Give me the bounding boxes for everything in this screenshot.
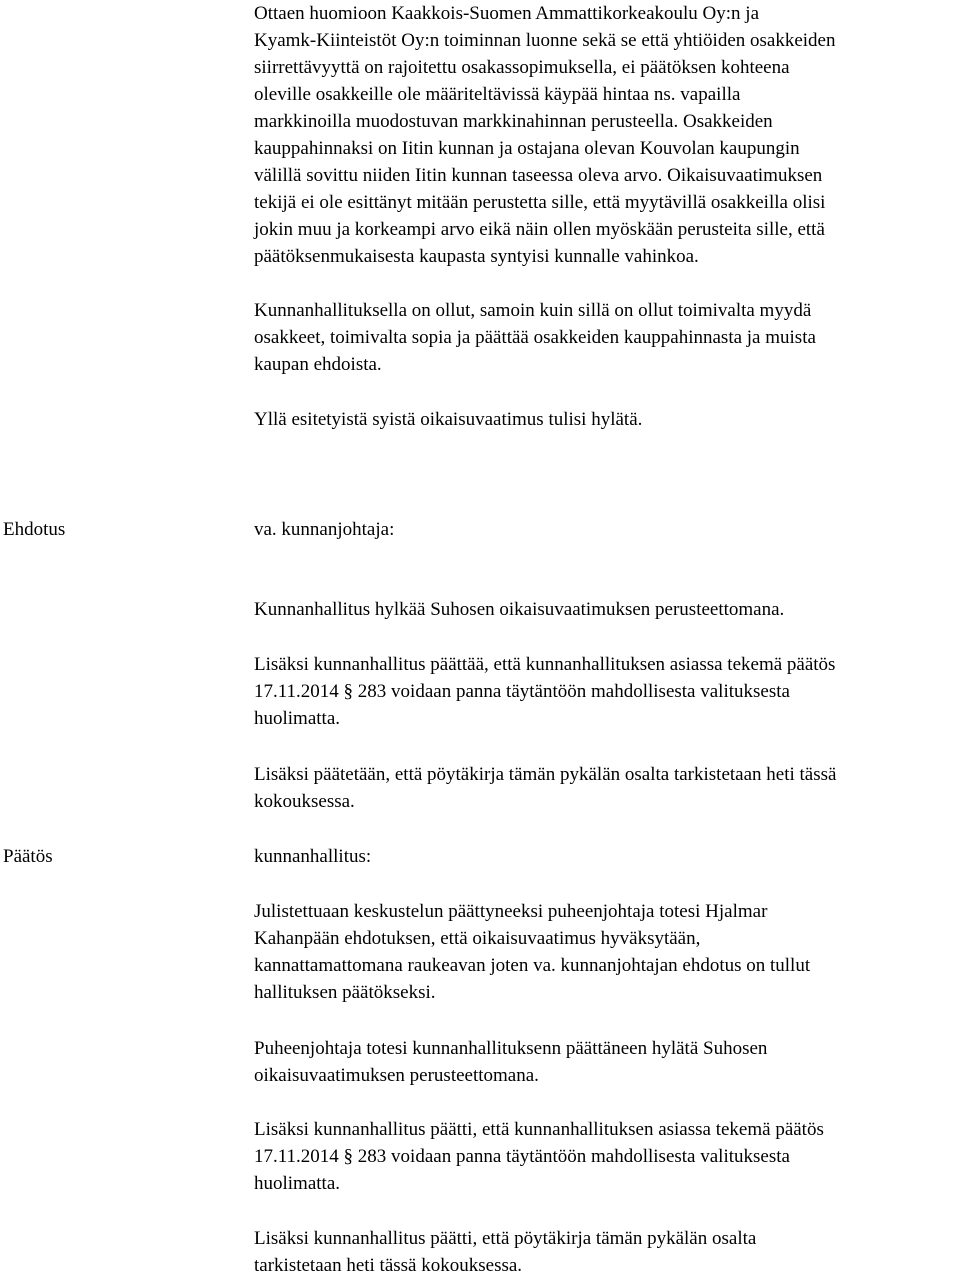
- ehdotus-paragraph-2: [254, 651, 954, 732]
- ehdotus-proposer: [254, 516, 954, 543]
- text-line: huolimatta.: [254, 708, 341, 729]
- proposer-label: va. kunnanjohtaja:: [254, 519, 395, 540]
- text-line: Lisäksi kunnanhallitus päätti, että pöytäkirja tämän pykälän osalta: [254, 1228, 757, 1249]
- ehdotus-paragraph-3: [254, 761, 954, 815]
- text-line: Yllä esitetyistä syistä oikaisuvaatimus tulisi hylätä.: [254, 409, 643, 430]
- authority-paragraph: [254, 297, 954, 378]
- text-line: kauppahinnaksi on Iitin kunnan ja ostajana olevan Kouvolan kaupungin: [254, 138, 800, 159]
- conclusion-paragraph: [254, 406, 954, 433]
- text-line: päätöksenmukaisesta kaupasta syntyisi kunnalle vahinkoa.: [254, 246, 699, 267]
- paatos-label: Päätös: [3, 846, 53, 867]
- text-line: oleville osakkeille ole määriteltävissä käypää hintaa ns. vapailla: [254, 84, 741, 105]
- text-line: kannattamattomana raukeavan joten va. kunnanjohtajan ehdotus on tullut: [254, 955, 811, 976]
- text-line: jokin muu ja korkeampi arvo eikä näin ollen myöskään perusteita sille, että: [254, 219, 825, 240]
- ehdotus-paragraph-1: [254, 596, 954, 623]
- ehdotus-label: Ehdotus: [3, 519, 66, 540]
- text-line: hallituksen päätökseksi.: [254, 982, 436, 1003]
- paatos-paragraph-1: [254, 898, 954, 1006]
- paatos-paragraph-2: [254, 1035, 954, 1089]
- text-line: kaupan ehdoista.: [254, 354, 382, 375]
- text-line: Lisäksi kunnanhallitus päättää, että kunnanhallituksen asiassa tekemä päätös: [254, 654, 836, 675]
- text-line: välillä sovittu niiden Iitin kunnan taseessa oleva arvo. Oikaisuvaatimuksen: [254, 165, 823, 186]
- text-line: huolimatta.: [254, 1173, 341, 1194]
- text-line: tekijä ei ole esittänyt mitään perustetta sille, että myytävillä osakkeilla olisi: [254, 192, 826, 213]
- text-line: Kunnanhallituksella on ollut, samoin kuin sillä on ollut toimivalta myydä: [254, 300, 812, 321]
- text-line: 17.11.2014 § 283 voidaan panna täytäntöön mahdollisesta valituksesta: [254, 1146, 790, 1167]
- text-line: markkinoilla muodostuvan markkinahinnan perusteella. Osakkeiden: [254, 111, 773, 132]
- text-line: Julistettuaan keskustelun päättyneeksi puheenjohtaja totesi Hjalmar: [254, 901, 768, 922]
- paatos-decider: [254, 843, 954, 870]
- text-line: Lisäksi kunnanhallitus päätti, että kunnanhallituksen asiassa tekemä päätös: [254, 1119, 824, 1140]
- text-line: oikaisuvaatimuksen perusteettomana.: [254, 1065, 539, 1086]
- paatos-paragraph-4: [254, 1225, 954, 1279]
- text-line: kokouksessa.: [254, 791, 355, 812]
- decider-label: kunnanhallitus:: [254, 846, 372, 867]
- text-line: Kahanpään ehdotuksen, että oikaisuvaatimus hyväksytään,: [254, 928, 701, 949]
- text-line: Lisäksi päätetään, että pöytäkirja tämän pykälän osalta tarkistetaan heti tässä: [254, 764, 837, 785]
- text-line: tarkistetaan heti tässä kokouksessa.: [254, 1255, 523, 1276]
- text-line: siirrettävyyttä on rajoitettu osakassopimuksella, ei päätöksen kohteena: [254, 57, 790, 78]
- text-line: 17.11.2014 § 283 voidaan panna täytäntöön mahdollisesta valituksesta: [254, 681, 790, 702]
- text-line: Ottaen huomioon Kaakkois-Suomen Ammattikorkeakoulu Oy:n ja: [254, 3, 760, 24]
- text-line: Kyamk-Kiinteistöt Oy:n toiminnan luonne sekä se että yhtiöiden osakkeiden: [254, 30, 836, 51]
- text-line: Puheenjohtaja totesi kunnanhallituksenn päättäneen hylätä Suhosen: [254, 1038, 768, 1059]
- intro-paragraph: [254, 0, 954, 270]
- text-line: osakkeet, toimivalta sopia ja päättää osakkeiden kauppahinnasta ja muista: [254, 327, 816, 348]
- paatos-paragraph-3: [254, 1116, 954, 1197]
- text-line: Kunnanhallitus hylkää Suhosen oikaisuvaatimuksen perusteettomana.: [254, 599, 785, 620]
